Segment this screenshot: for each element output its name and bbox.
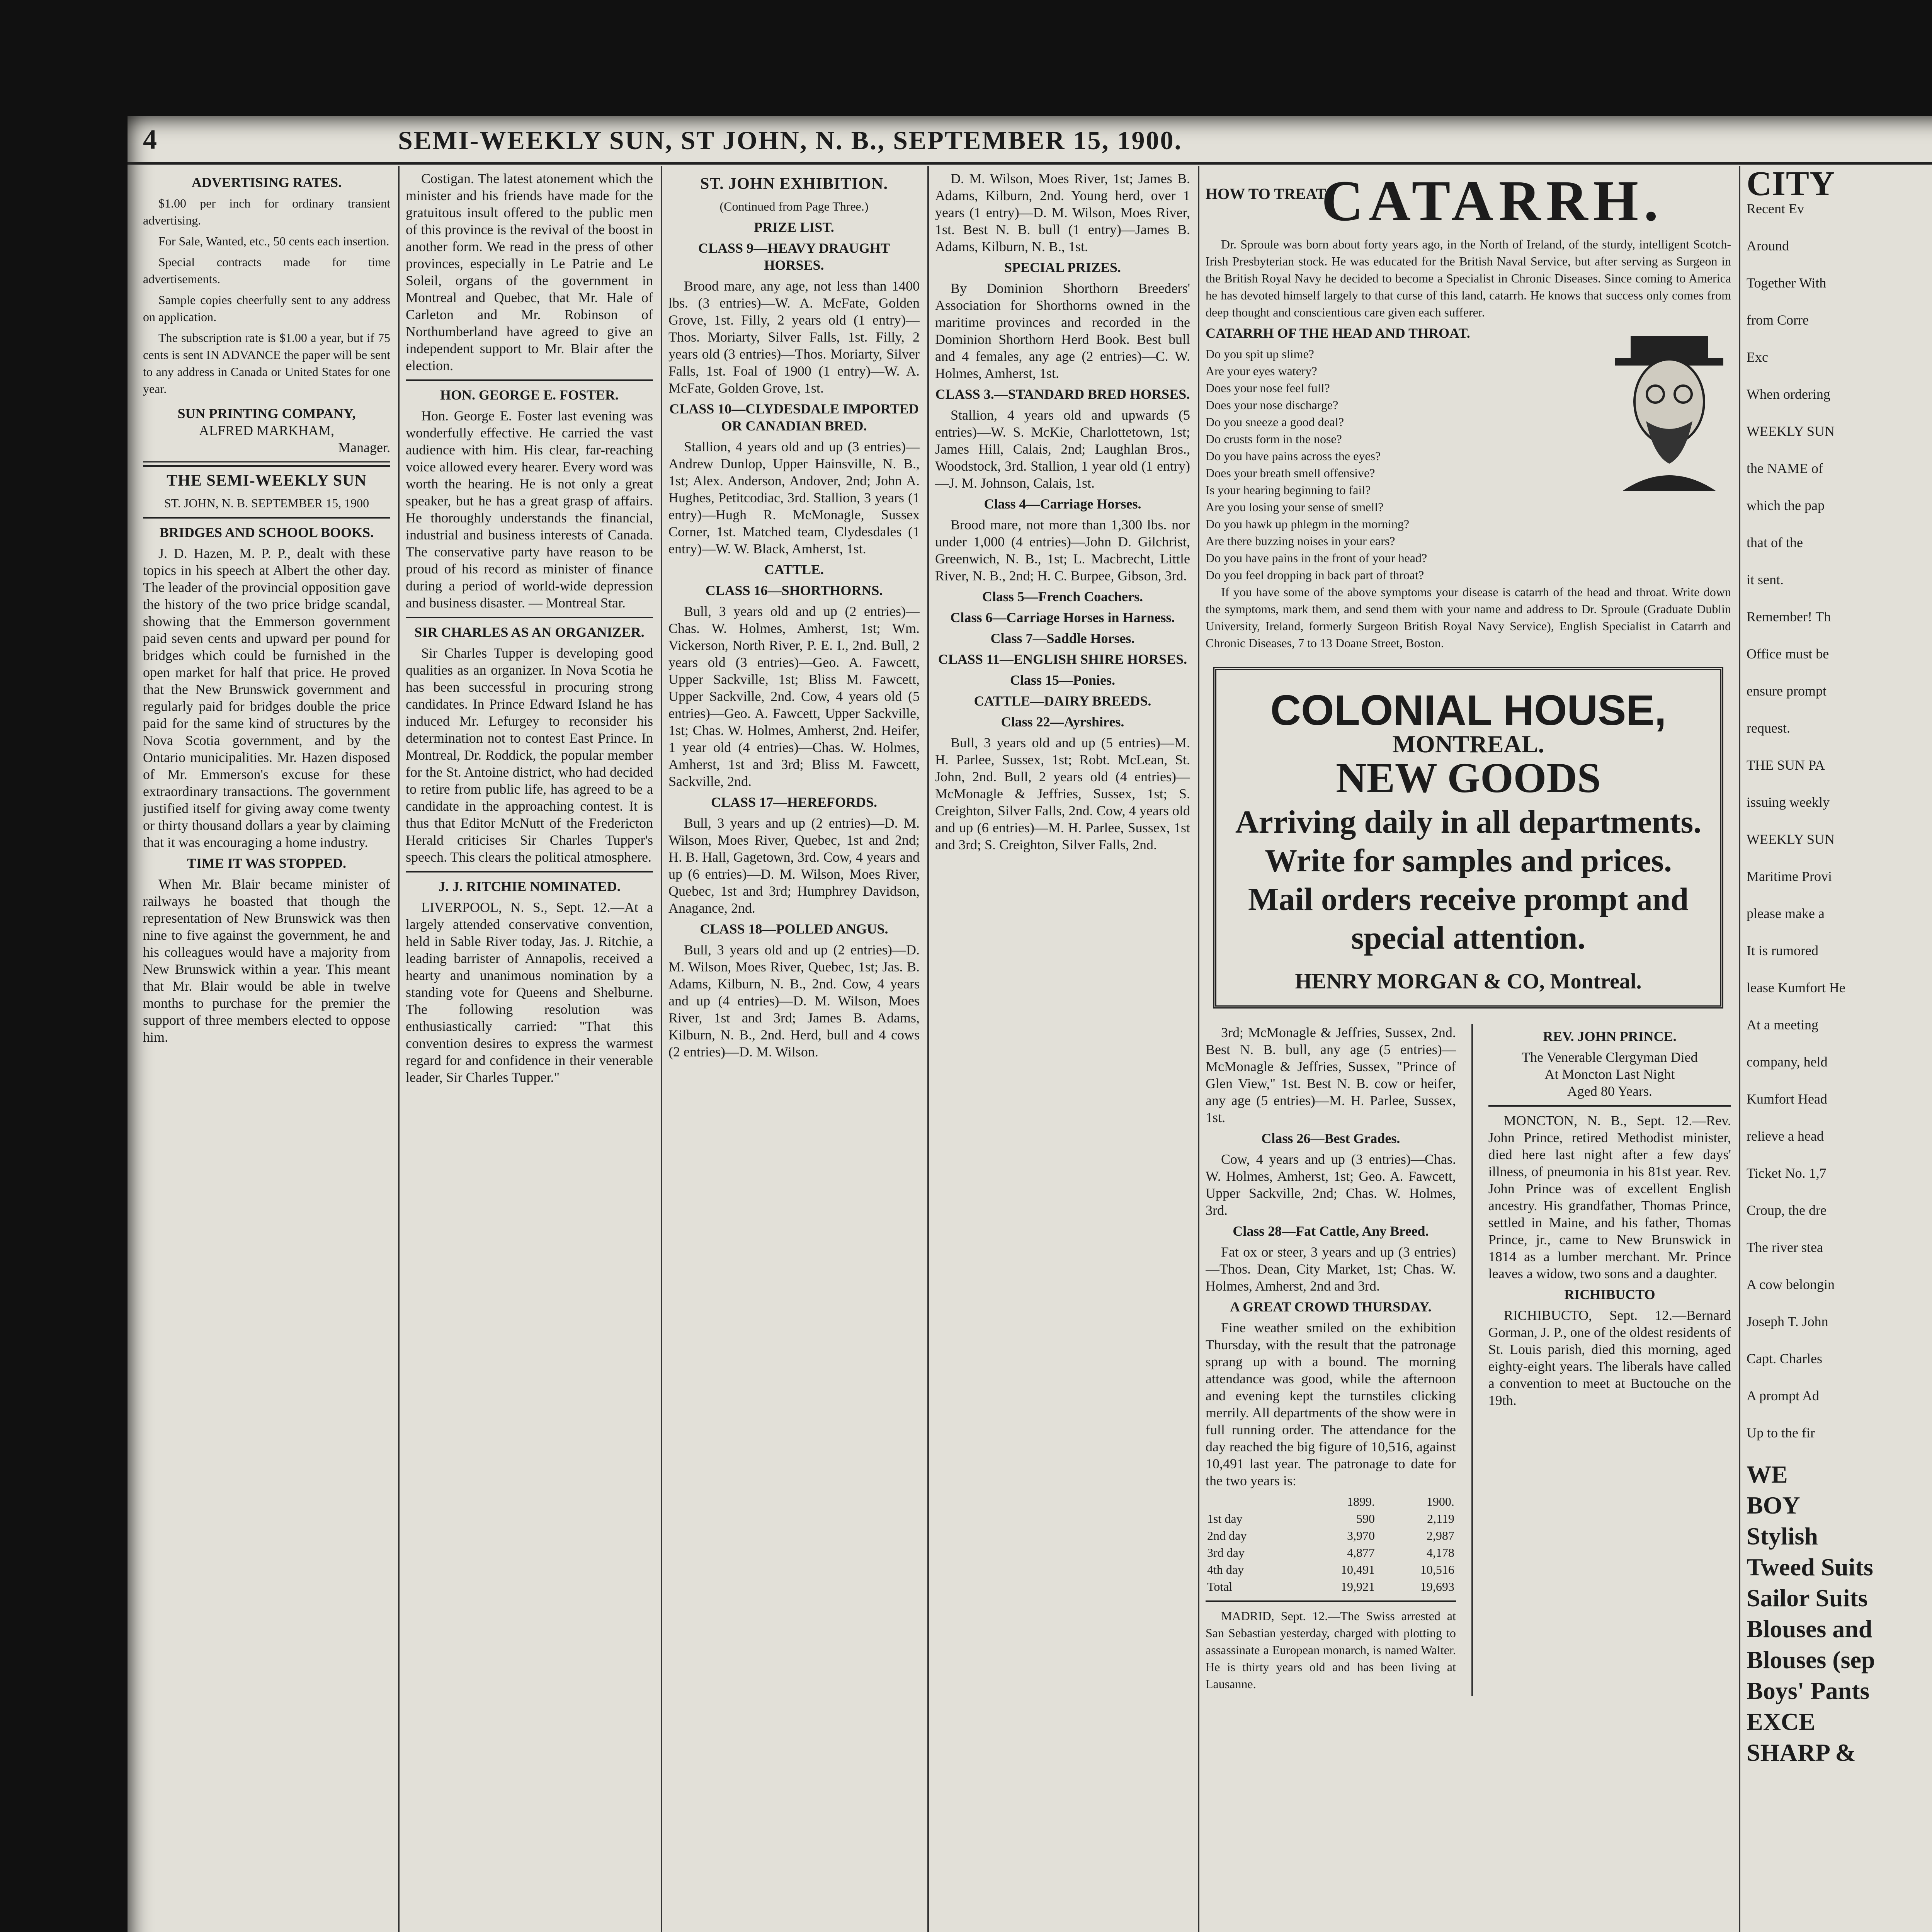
class-heading: Class 7—Saddle Horses.: [990, 631, 1135, 646]
stopped-article: When Mr. Blair became minister of railways he boasted that though the representation of New Brunswick was then nine to five against the government, he and his colleagues would have a majority from New Brunswick within a year. This meant that Mr. Blair would be able in twelve months to purchase for the premier the support of three members elected to oppose him.: [143, 876, 390, 1045]
column-fragment: issuing weekly: [1747, 794, 1830, 810]
column-fragment: Around: [1747, 238, 1789, 253]
column-fragment: Tweed Suits: [1747, 1553, 1873, 1581]
column-fragment: that of the: [1747, 535, 1803, 550]
company-name: SUN PRINTING COMPANY,: [177, 406, 356, 421]
catarrh-title: CATARRH.: [1321, 170, 1664, 233]
class-heading: Class 28—Fat Cattle, Any Breed.: [1233, 1223, 1429, 1239]
table-cell: Total: [1207, 1580, 1233, 1594]
column-fragment: request.: [1747, 720, 1790, 736]
column-rule: [661, 166, 662, 1932]
column-fragment: Exc: [1747, 349, 1768, 365]
table-cell: 3,970: [1347, 1529, 1375, 1543]
column-fragment: BOY: [1747, 1492, 1800, 1519]
bridges-heading: BRIDGES AND SCHOOL BOOKS.: [159, 525, 374, 540]
column-fragment: Stylish: [1747, 1522, 1818, 1550]
column-fragment: WEEKLY SUN: [1747, 832, 1835, 847]
tupper-article: Sir Charles Tupper is developing good qualities as an organizer. In Nova Scotia he has been successful in procuring strong candidates. In Prince Edward Island he has induced Mr. Lefurgey to reconsider his determination not to contest East Prince. In Montreal, Dr. Roddick, the popular member for the St. Antoine district, who had decided to retire from public life, has agreed to be a candidate in the approaching contest. It is thus that Editor McNutt of the Fredericton Herald criticises Sir Charles Tupper's speech. This clears the political atmosphere.: [406, 645, 653, 865]
prize-entries: Bull, 3 years old and up (2 entries)—D. M. Wilson, Moes River, Quebec, 1st; Jas. B. Adams, Kilburn, N. B., 2nd. Cow, 4 years and up (4 entries)—D. M. Wilson, Moes River, 1st and 3rd; James B. Adams, Kilburn, N. B., 2nd. Herd, bull and 4 cows (2 entries)—D. M. Wilson.: [668, 942, 920, 1060]
ad-city: MONTREAL.: [1392, 730, 1544, 758]
column-fragment: please make a: [1747, 906, 1825, 921]
cattle-heading: CATTLE.: [764, 562, 824, 577]
masthead: [128, 116, 1932, 165]
prize-entries: By Dominion Shorthorn Breeders' Association for Shorthorns owned in the maritime provinces and recorded in the Dominion Shorthorn Herd Book. Best bull and 4 females, any age (2 entries)—C. W. Holmes, Amherst, 1st.: [935, 281, 1190, 381]
attendance-table: [1206, 1493, 1456, 1595]
divider: [406, 379, 653, 381]
symptom: Do you have pains in the front of your head?: [1206, 551, 1427, 565]
table-cell: 2,119: [1427, 1512, 1454, 1526]
symptom: Do you have pains across the eyes?: [1206, 449, 1381, 463]
class-heading: Class 22—Ayrshires.: [1001, 714, 1124, 730]
table-cell: 2,987: [1426, 1529, 1454, 1543]
class-heading: CLASS 3.—STANDARD BRED HORSES.: [935, 386, 1190, 402]
ad-signature: HENRY MORGAN & CO, Montreal.: [1295, 969, 1642, 993]
catarrh-header: [1206, 170, 1731, 236]
class-heading: CLASS 9—HEAVY DRAUGHT HORSES.: [698, 240, 890, 273]
divider: [143, 517, 390, 519]
column-fragment: Up to the fir: [1747, 1425, 1815, 1440]
table-row: [1206, 1561, 1456, 1578]
divider: [406, 871, 653, 872]
column-fragment: Maritime Provi: [1747, 869, 1832, 884]
table-cell: 4th day: [1207, 1563, 1244, 1577]
column-fragment: Remember! Th: [1747, 609, 1831, 624]
ritchie-heading: J. J. RITCHIE NOMINATED.: [438, 879, 621, 894]
prize-entries: Brood mare, any age, not less than 1400 lbs. (3 entries)—W. A. McFate, Golden Grove, 1st. Filly, 2 years old (1 entry)—Thos. Moriarty, Silver Falls, 1st. Filly, 2 years old (3 entries)—Thos. Moriarty, Silver Falls, 1st. Foal of 1900 (1 entry)—W. A. McFate, Golden Grove, 1st.: [668, 278, 920, 396]
table-row: [1206, 1527, 1456, 1544]
advertising-heading: ADVERTISING RATES.: [191, 175, 342, 190]
column-fragment: Ticket No. 1,7: [1747, 1165, 1827, 1181]
prize-entries: Brood mare, not more than 1,300 lbs. nor under 1,000 (4 entries)—John D. Gilchrist, Greenwich, N. B., 1st; L. Macbrecht, Little River, N. B., 2nd; H. C. Burpee, Gibson, 3rd.: [935, 517, 1190, 583]
exhibition-heading: ST. JOHN EXHIBITION.: [700, 175, 888, 193]
catarrh-article: Dr. Sproule was born about forty years ago, in the North of Ireland, of the sturdy, intelligent Scotch-Irish Presbyterian stock. He was educated for the British Naval Service, but after serving as Surgeon in the British Royal Navy he decided to become a Specialist in Chronic Diseases. Since coming to America he has devoted himself largely to that curse of this land, catarrh. He knows that success only comes from deep thought and conscientious care given each sufferer.: [1206, 237, 1731, 319]
column-fragment: Blouses (sep: [1747, 1646, 1875, 1673]
column-rule: [1198, 166, 1199, 1932]
column-fragment: lease Kumfort He: [1747, 980, 1845, 995]
symptom: Does your nose discharge?: [1206, 398, 1338, 412]
symptom: Do crusts form in the nose?: [1206, 432, 1342, 446]
advert-line: For Sale, Wanted, etc., 50 cents each insertion.: [158, 234, 389, 248]
class-heading: CLASS 16—SHORTHORNS.: [705, 583, 883, 598]
table-cell: 4,178: [1426, 1546, 1454, 1560]
lower-split: [1206, 1024, 1731, 1696]
symptom: Are there buzzing noises in your ears?: [1206, 534, 1395, 548]
column-fragment: Together With: [1747, 275, 1827, 291]
column-fragment: relieve a head: [1747, 1128, 1824, 1144]
column-fragment: ensure prompt: [1747, 683, 1827, 699]
head-throat-heading: CATARRH OF THE HEAD AND THROAT.: [1206, 325, 1470, 341]
prize-entries: Cow, 4 years and up (3 entries)—Chas. W. Holmes, Amherst, 1st; Geo. A. Fawcett, Upper Sackville, 2nd; Chas. W. Holmes, 3rd.: [1206, 1151, 1456, 1218]
catarrh-closing: If you have some of the above symptoms your disease is catarrh of the head and throat. Write down the symptoms, mark them, and send them with your name and address to Dr. Sproule (Graduate Dublin University, Ireland, formerly Surgeon British Royal Navy Service), English Specialist in Catarrh and Chronic Diseases, 7 to 13 Doane Street, Boston.: [1206, 585, 1731, 650]
symptom: Does your nose feel full?: [1206, 381, 1330, 395]
table-cell: 3rd day: [1207, 1546, 1245, 1560]
column-6: [1747, 170, 1932, 1932]
column-rule: [398, 166, 400, 1932]
ritchie-article: LIVERPOOL, N. S., Sept. 12.—At a largely attended conservative convention, held in Sable River today, Jas. J. Ritchie, a leading barrister of Annapolis, received a hearty and unanimous nomination by a standing vote for Queens and Shelburne. The following resolution was enthusiastically carried: "That this convention desires to express the warmest regard for and confidence in their venerable leader, Sir Charles Tupper.": [406, 900, 653, 1085]
class-heading: CLASS 18—POLLED ANGUS.: [700, 921, 888, 937]
foster-heading: HON. GEORGE E. FOSTER.: [440, 387, 619, 403]
column-fragment: Recent Ev: [1747, 201, 1804, 216]
crowd-article: Fine weather smiled on the exhibition Thursday, with the result that the patronage sprang up with a bound. The morning attendance was good, while the afternoon and evening kept the turnstiles clicking merrily. All departments of the show were in full running order. The attendance for the day reached the big figure of 10,516, against 10,491 last year. The patronage to date for the two years is:: [1206, 1320, 1456, 1488]
column-fragment: A cow belongin: [1747, 1277, 1835, 1292]
prince-subhead: At Moncton Last Night: [1544, 1066, 1675, 1082]
table-header: 1899.: [1347, 1495, 1375, 1509]
divider: [1206, 1600, 1456, 1602]
table-cell: 1st day: [1207, 1512, 1243, 1526]
column-5: [1206, 170, 1731, 1932]
table-cell: 19,693: [1420, 1580, 1454, 1594]
divider: [143, 461, 390, 467]
column-fragment: WE: [1747, 1461, 1788, 1488]
column-3: [668, 170, 920, 1932]
column-rule: [927, 166, 929, 1932]
symptom: Do you hawk up phlegm in the morning?: [1206, 517, 1410, 531]
page-number: 4: [143, 124, 157, 155]
city-heading: CITY: [1747, 170, 1835, 203]
table-header-row: [1206, 1493, 1456, 1510]
how-to-treat: HOW TO TREAT: [1206, 185, 1326, 202]
class-heading: CLASS 11—ENGLISH SHIRE HORSES.: [938, 651, 1187, 667]
class-heading: CLASS 10—CLYDESDALE IMPORTED OR CANADIAN BRED.: [669, 401, 919, 434]
column-1: [143, 170, 390, 1932]
continued-note: (Continued from Page Three.): [719, 199, 869, 213]
bridges-article: J. D. Hazen, M. P. P., dealt with these topics in his speech at Albert the other day. The leader of the provincial opposition gave the history of the two price bridge scandal, showing that the Emmerson government paid seven cents and upward per pound for bridges which could be furnished in the open market for half that price. He proved that the New Brunswick government and regularly paid for bridges double the price paid for the same kind of structures by the Nova Scotia government, and by the Ontario municipalities. Mr. Hazen disposed of Mr. Emmerson's excuse for these extraordinary transactions. The government justified itself for giving away come twenty or thirty thousand dollars a year by claiming that it was encouraging a home industry.: [143, 546, 390, 850]
class-heading: Class 5—French Coachers.: [982, 589, 1143, 604]
class-heading: Class 6—Carriage Horses in Harness.: [950, 610, 1175, 625]
table-header: 1900.: [1426, 1495, 1454, 1509]
colonial-house-ad: [1213, 667, 1723, 1009]
ad-store-name: COLONIAL HOUSE,: [1270, 687, 1667, 734]
tupper-heading: SIR CHARLES AS AN ORGANIZER.: [414, 624, 645, 640]
column-fragment: Kumfort Head: [1747, 1091, 1827, 1107]
prize-list-heading: PRIZE LIST.: [754, 219, 834, 235]
dateline: ST. JOHN, N. B. SEPTEMBER 15, 1900: [164, 496, 369, 510]
manager-name: ALFRED MARKHAM,: [199, 423, 335, 438]
table-header: [1206, 1493, 1297, 1510]
prize-entries: D. M. Wilson, Moes River, 1st; James B. Adams, Kilburn, 2nd. Young herd, over 1 years (1 entry)—D. M. Wilson, Moes River, 1st. Best N. B. bull (1 entry)—James B. Adams, Kilburn, N. B., 1st.: [935, 171, 1190, 254]
prize-entries: Bull, 3 years old and up (2 entries)—Chas. W. Holmes, Amherst, 1st; Wm. Vickerson, North River, P. E. I., 2nd. Bull, 2 years old (3 entries)—Geo. A. Fawcett, Upper Sackville, 1st; Bliss M. Fawcett, Upper Sackville, 2nd. Cow, 4 years old (5 entries)—Geo. A. Fawcett, Upper Sackville, 1st; Chas. W. Holmes, Amherst, 2nd. Heifer, 1 year old (4 entries)—Chas. W. Holmes, Amherst, 1st and 3rd; Bliss M. Fawcett, Sackville, 2nd.: [668, 604, 920, 789]
crowd-heading: A GREAT CROWD THURSDAY.: [1230, 1299, 1432, 1315]
symptom: Does your breath smell offensive?: [1206, 466, 1375, 480]
foster-article: Hon. George E. Foster last evening was wonderfully effective. He carried the vast audience with him. His clear, far-reaching voice allowed every hearer. Every word was worth the hearing. He is not only a great speaker, but he has a great grasp of affairs. He thoroughly understands the financial, industrial and business interests of Canada. The conservative party have reason to be proud of his record as minister of finance during a period of world-wide depression and business disaster. — Montreal Star.: [406, 408, 653, 611]
table-row: [1206, 1578, 1456, 1595]
paper-name: THE SEMI-WEEKLY SUN: [167, 472, 367, 490]
column-rule: [1471, 1024, 1473, 1696]
lower-left: [1206, 1024, 1456, 1696]
column-fragment: A prompt Ad: [1747, 1388, 1820, 1403]
column-2: [406, 170, 653, 1932]
divider: [1488, 1105, 1731, 1107]
column-fragment: Blouses and: [1747, 1615, 1872, 1643]
city-fragments: [1747, 198, 1932, 1768]
richibucto-heading: RICHIBUCTO: [1564, 1287, 1655, 1302]
lower-right: [1488, 1024, 1731, 1696]
prince-subhead: Aged 80 Years.: [1567, 1083, 1652, 1099]
column-fragment: company, held: [1747, 1054, 1828, 1070]
column-fragment: which the pap: [1747, 498, 1825, 513]
column-fragment: Office must be: [1747, 646, 1829, 662]
prize-entries: Stallion, 4 years old and upwards (5 entries)—W. S. McKie, Charlottetown, 1st; James Hill, Calais, 2nd; Laughlan Bros., Woodstock, 3rd. Stallion, 1 year old (1 entry)—J. M. Johnson, Calais, 1st.: [935, 407, 1190, 491]
class-heading: Class 4—Carriage Horses.: [984, 496, 1141, 512]
prince-subhead: The Venerable Clergyman Died: [1522, 1049, 1698, 1065]
advert-line: Special contracts made for time advertisements.: [143, 255, 390, 286]
column-fragment: THE SUN PA: [1747, 757, 1825, 773]
column-fragment: WEEKLY SUN: [1747, 423, 1835, 439]
masthead-title: SEMI-WEEKLY SUN, ST JOHN, N. B., SEPTEMBER 15, 1900.: [398, 126, 1182, 155]
prince-article: MONCTON, N. B., Sept. 12.—Rev. John Prince, retired Methodist minister, died here last night after a few days' illness, of pneumonia in his 81st year. Rev. John Prince was of excellent English ancestry. His grandfather, Thomas Prince, settled in Maine, and his father, Thomas Prince, jr., came to New Brunswick in 1814 as a lumber merchant. Mr. Prince leaves a widow, two sons and a daughter.: [1488, 1113, 1731, 1281]
column-fragment: Boys' Pants: [1747, 1677, 1870, 1704]
symptom: Are your eyes watery?: [1206, 364, 1317, 378]
class-heading: CLASS 17—HEREFORDS.: [711, 794, 878, 810]
column-fragment: Croup, the dre: [1747, 1202, 1827, 1218]
column-fragment: When ordering: [1747, 386, 1830, 402]
column-rule: [1739, 166, 1740, 1932]
column-fragment: Joseph T. John: [1747, 1314, 1828, 1329]
madrid-article: MADRID, Sept. 12.—The Swiss arrested at San Sebastian yesterday, charged with plotting to assassinate a European monarch, is named Walter. He is thirty years old and has been living at Lausanne.: [1206, 1609, 1456, 1691]
table-row: [1206, 1510, 1456, 1527]
column-fragment: It is rumored: [1747, 943, 1818, 958]
newspaper-page: [128, 116, 1932, 1932]
prize-entries: Stallion, 4 years old and up (3 entries)—Andrew Dunlop, Upper Hainsville, N. B., 1st; Alex. Anderson, Andover, 2nd; John A. Hughes, Petitcodiac, 3rd. Stallion, 3 years (1 entry)—Hugh R. McMonagle, Sussex Corner, 1st. Matched team, Clydesdales (1 entry)—W. W. Black, Amherst, 1st.: [668, 439, 920, 556]
advert-line: The subscription rate is $1.00 a year, but if 75 cents is sent IN ADVANCE the paper will be sent to any address in Canada or United States for one year.: [143, 331, 390, 396]
class-heading: Class 15—Ponies.: [1010, 672, 1116, 688]
table-cell: 590: [1356, 1512, 1375, 1526]
class-heading: Class 26—Best Grades.: [1261, 1131, 1400, 1146]
ad-body: Arriving daily in all departments. Write for samples and prices. Mail orders receive prompt and special attention.: [1235, 804, 1702, 956]
column-fragment: At a meeting: [1747, 1017, 1818, 1032]
prize-entries: Bull, 3 years and up (2 entries)—D. M. Wilson, Moes River, Quebec, 1st and 2nd; H. B. Hall, Gagetown, 3rd. Cow, 4 years and up (6 entries)—D. M. Wilson, Moes River, Quebec, 1st and 3rd; Humphrey Davidson, Anagance, 2nd.: [668, 815, 920, 916]
table-cell: 2nd day: [1207, 1529, 1247, 1543]
richibucto-article: RICHIBUCTO, Sept. 12.—Bernard Gorman, J. P., one of the oldest residents of St. Louis parish, died this morning, aged eighty-eight years. The liberals have called a convention to meet at Buctouche on the 19th.: [1488, 1308, 1731, 1408]
prize-entries: Bull, 3 years old and up (5 entries)—M. H. Parlee, Sussex, 1st; Robt. McLean, St. John, 2nd. Bull, 2 years old (4 entries)—McMonagle & Jeffries, Sussex, 1st; S. Creighton, Silver Falls, 2nd. Cow, 4 years old and up (6 entries)—M. H. Parlee, Sussex, 1st and 3rd; S. Creighton, Silver Falls, 2nd.: [935, 735, 1190, 852]
symptom: Do you sneeze a good deal?: [1206, 415, 1344, 429]
prize-entries: Fat ox or steer, 3 years and up (3 entries)—Thos. Dean, City Market, 1st; Chas. W. Holmes, Amherst, 2nd and 3rd.: [1206, 1244, 1456, 1294]
table-cell: 19,921: [1341, 1580, 1375, 1594]
prize-entries: 3rd; McMonagle & Jeffries, Sussex, 2nd. Best N. B. bull, any age (5 entries)—McMonagle & Jeffries, Sussex, "Prince of Glen View," 1st. Best N. B. cow or heifer, any age (5 entries)—M. H. Parlee, Sussex, 1st.: [1206, 1025, 1456, 1125]
column-fragment: EXCE: [1747, 1708, 1815, 1735]
column-fragment: Capt. Charles: [1747, 1351, 1822, 1366]
table-cell: 10,491: [1341, 1563, 1375, 1577]
table-cell: 4,877: [1347, 1546, 1375, 1560]
column-fragment: Sailor Suits: [1747, 1584, 1868, 1612]
advert-line: $1.00 per inch for ordinary transient advertising.: [143, 196, 390, 227]
special-heading: SPECIAL PRIZES.: [1004, 260, 1121, 275]
symptom: Is your hearing beginning to fail?: [1206, 483, 1371, 497]
divider: [406, 617, 653, 618]
symptom: Do you spit up slime?: [1206, 347, 1314, 361]
advert-line: Sample copies cheerfully sent to any address on application.: [143, 293, 390, 324]
column-fragment: it sent.: [1747, 572, 1784, 587]
column-fragment: SHARP &: [1747, 1739, 1856, 1766]
ad-headline: NEW GOODS: [1336, 754, 1601, 801]
column-fragment: from Corre: [1747, 312, 1809, 328]
prince-heading: REV. JOHN PRINCE.: [1543, 1029, 1677, 1044]
column-4: [935, 170, 1190, 1932]
costigan-article: Costigan. The latest atonement which the minister and his friends have made for the gratuitous insult offered to the public men of this province is the revival of the boost in another form. We read in the press of other provinces, especially in Le Patrie and Le Soleil, organs of the government in Montreal and Quebec, that Mr. Hale of Carleton and Mr. Robinson of Northumberland have agreed to give an independent support to Mr. Blair after the election.: [406, 171, 653, 373]
symptom: Are you losing your sense of smell?: [1206, 500, 1384, 514]
stopped-heading: TIME IT WAS STOPPED.: [187, 855, 347, 871]
table-cell: 10,516: [1420, 1563, 1454, 1577]
doctor-portrait-icon: [1607, 328, 1731, 491]
column-fragment: The river stea: [1747, 1240, 1823, 1255]
column-fragment: the NAME of: [1747, 461, 1823, 476]
symptom: Do you feel dropping in back part of throat?: [1206, 568, 1424, 582]
table-row: [1206, 1544, 1456, 1561]
manager-title: Manager.: [338, 440, 390, 455]
dairy-heading: CATTLE—DAIRY BREEDS.: [974, 693, 1151, 709]
